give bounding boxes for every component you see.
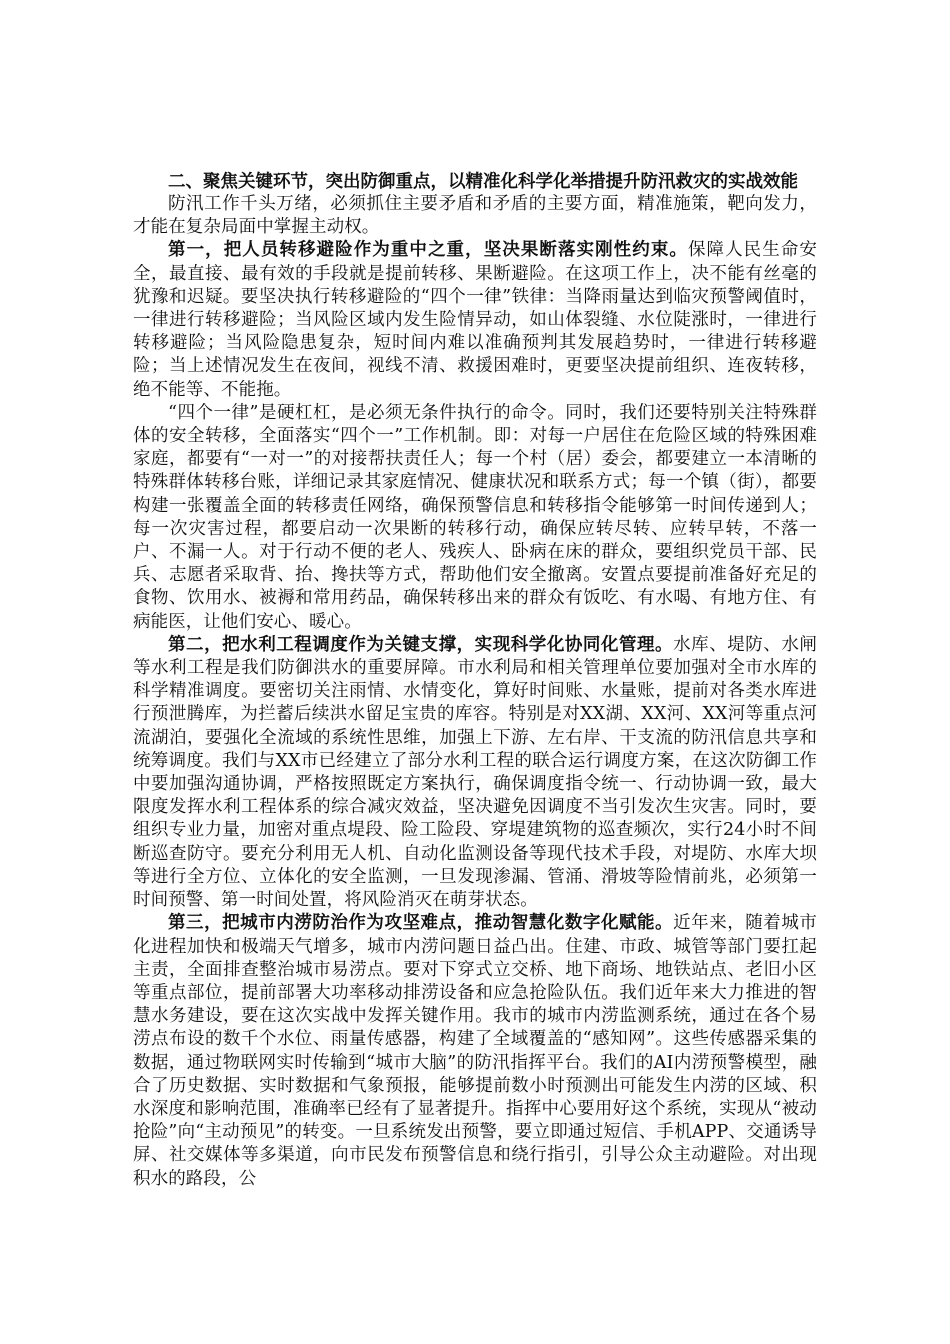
paragraph-body: “四个一律”是硬杠杠，是必须无条件执行的命令。同时，我们还要特别关注特殊群体的安全转移，全面落实“四个一”工作机制。即：对每一户居住在危险区域的特殊困难家庭，都要有“一对一”的对接帮扶责任人；每一个村（居）委会，都要建立一本清晰的特殊群体转移台账，详细记录其家庭情况、健康状况和联系方式；每一个镇（街），都要构建一张覆盖全面的转移责任网络，确保预警信息和转移指令能够第一时间传递到人；每一次灾害过程，都要启动一次果断的转移行动，确保应转尽转、应转早转，不落一户、不漏一人。对于行动不便的老人、残疾人、卧病在床的群众，要组织党员干部、民兵、志愿者采取背、抬、搀扶等方式，帮助他们安全撤离。安置点要提前准备好充足的食物、饮用水、被褥和常用药品，确保转移出来的群众有饭吃、有水喝、有地方住、有病能医，让他们安心、暖心。 (133, 402, 817, 632)
paragraph-four-rules (133, 402, 817, 634)
paragraph-lead: 第三，把城市内涝防治作为攻坚难点，推动智慧化数字化赋能。 (168, 913, 674, 934)
paragraph-lead: 第二，把水利工程调度作为关键支撑，实现科学化协同化管理。 (168, 634, 674, 655)
paragraph-third-point (133, 912, 817, 1190)
paragraph-body: 近年来，随着城市化进程加快和极端天气增多，城市内涝问题日益凸出。住建、市政、城管等部门要扛起主责，全面排查整治城市易涝点。要对下穿式立交桥、地下商场、地铁站点、老旧小区等重点部位，提前部署大功率移动排涝设备和应急抢险队伍。我们近年来大力推进的智慧水务建设，要在这次实战中发挥关键作用。我市的城市内涝监测系统，通过在各个易涝点布设的数千个水位、雨量传感器，构建了全域覆盖的“感知网”。这些传感器采集的数据，通过物联网实时传输到“城市大脑”的防汛指挥平台。我们的AI内涝预警模型，融合了历史数据、实时数据和气象预报，能够提前数小时预测出可能发生内涝的区域、积水深度和影响范围，准确率已经有了显著提升。指挥中心要用好这个系统，实现从“被动抢险”向“主动预见”的转变。一旦系统发出预警，要立即通过短信、手机APP、交通诱导屏、社交媒体等多渠道，向市民发布预警信息和绕行指引，引导公众主动避险。对出现积水的路段，公 (133, 913, 817, 1189)
paragraph-body: 保障人民生命安全，最直接、最有效的手段就是提前转移、果断避险。在这项工作上，决不能有丝毫的犹豫和迟疑。要坚决执行转移避险的“四个一律”铁律：当降雨量达到临灾预警阈值时，一律进行转移避险；当风险区域内发生险情异动，如山体裂缝、水位陡涨时，一律进行转移避险；当风险隐患复杂，短时间内难以准确预判其发展趋势时，一律进行转移避险；当上述情况发生在夜间，视线不清、救援困难时，更要坚决提前组织、连夜转移，绝不能等、不能拖。 (133, 240, 817, 400)
paragraph-lead: 第一，把人员转移避险作为重中之重，坚决果断落实刚性约束。 (168, 240, 688, 261)
paragraph-first-point (133, 239, 817, 401)
paragraph-body: 防汛工作千头万绪，必须抓住主要矛盾和矛盾的主要方面，精准施策，靶向发力，才能在复杂局面中掌握主动权。 (133, 194, 817, 238)
paragraph-body: 水库、堤防、水闸等水利工程是我们防御洪水的重要屏障。市水利局和相关管理单位要加强对全市水库的科学精准调度。要密切关注雨情、水情变化，算好时间账、水量账，提前对各类水库进行预泄腾库，为拦蓄后续洪水留足宝贵的库容。特别是对XX湖、XX河、XX河等重点河流湖泊，要强化全流域的系统性思维，加强上下游、左右岸、干支流的防汛信息共享和统筹调度。我们与XX市已经建立了部分水利工程的联合运行调度方案，在这次防御工作中要加强沟通协调，严格按照既定方案执行，确保调度指令统一、行动协调一致，最大限度发挥水利工程体系的综合减灾效益，坚决避免因调度不当引发次生灾害。同时，要组织专业力量，加密对重点堤段、险工险段、穿堤建筑物的巡查频次，实行24小时不间断巡查防守。要充分利用无人机、自动化监测设备等现代技术手段，对堤防、水库大坝等进行全方位、立体化的安全监测，一旦发现渗漏、管涌、滑坡等险情前兆，必须第一时间预警、第一时间处置，将风险消灭在萌芽状态。 (133, 634, 817, 911)
paragraph-intro (133, 193, 817, 239)
paragraph-second-point (133, 634, 817, 912)
section-heading: 二、聚焦关键环节，突出防御重点，以精准化科学化举措提升防汛救灾的实战效能 (168, 172, 798, 192)
